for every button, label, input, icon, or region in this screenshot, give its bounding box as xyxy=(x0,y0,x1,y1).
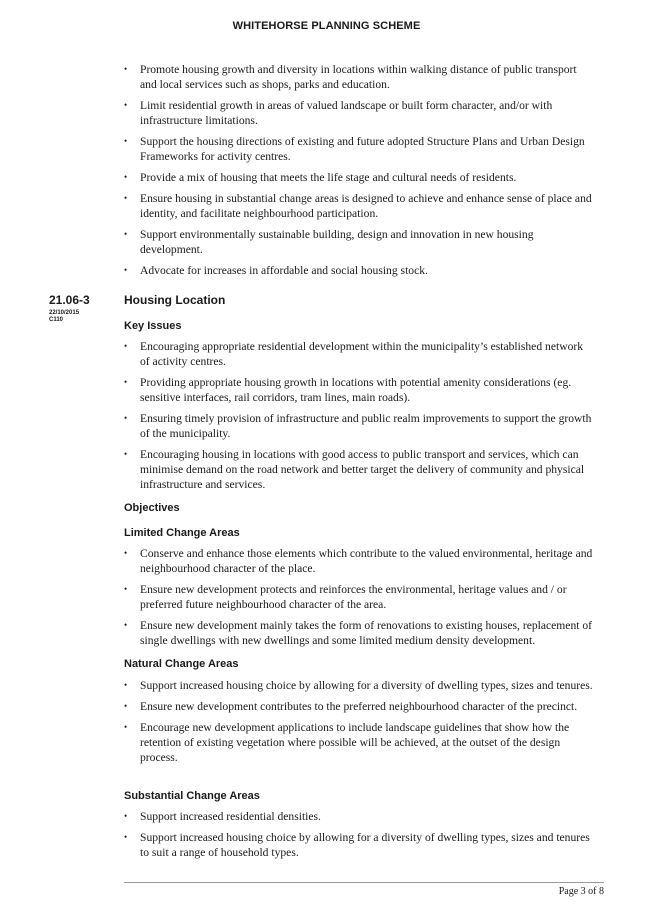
list-item: • Ensure housing in substantial change areas is designed to achieve and enhance sense of place and identity, and facilitate neighbourhood participation. xyxy=(124,191,594,221)
clause-number: 21.06-3 xyxy=(49,293,90,307)
list-item: • Encouraging housing in locations with good access to public transport and services, which can minimise demand on the road network and better target the delivery of community and physical infrastructure and services. xyxy=(124,447,594,492)
list-item: • Ensuring timely provision of infrastructure and public realm improvements to support the growth of the municipality. xyxy=(124,411,594,441)
list-item: • Support increased residential densities. xyxy=(124,809,594,824)
list-item: • Ensure new development protects and reinforces the environmental, heritage values and / or preferred future neighbourhood character of the area. xyxy=(124,582,594,612)
list-item: • Promote housing growth and diversity in locations within walking distance of public transport and local services such as shops, parks and education. xyxy=(124,62,594,92)
document-header: WHITEHORSE PLANNING SCHEME xyxy=(232,20,421,32)
key-issues-heading: Key Issues xyxy=(124,320,182,332)
list-item: • Support environmentally sustainable building, design and innovation in new housing development. xyxy=(124,227,594,257)
objectives-heading: Objectives xyxy=(124,502,180,514)
natural-change-heading: Natural Change Areas xyxy=(124,658,239,670)
substantial-change-list xyxy=(124,809,594,866)
list-item: • Encouraging appropriate residential development within the municipality’s established network of activity centres. xyxy=(124,339,594,369)
limited-change-list xyxy=(124,546,594,654)
natural-change-list xyxy=(124,678,594,771)
list-item: • Support increased housing choice by allowing for a diversity of dwelling types, sizes and tenures to suit a range of household types. xyxy=(124,830,594,860)
list-item: • Encourage new development applications to include landscape guidelines that show how the retention of existing vegetation where possible will be achieved, at the outset of the design process. xyxy=(124,720,594,765)
footer-divider xyxy=(124,882,604,883)
list-item: • Conserve and enhance those elements which contribute to the valued environmental, heritage and neighbourhood character of the place. xyxy=(124,546,594,576)
page-number: Page 3 of 8 xyxy=(558,886,604,897)
list-item: • Provide a mix of housing that meets the life stage and cultural needs of residents. xyxy=(124,170,594,185)
clause-title: Housing Location xyxy=(124,293,226,307)
list-item: • Ensure new development contributes to the preferred neighbourhood character of the precinct. xyxy=(124,699,594,714)
limited-change-heading: Limited Change Areas xyxy=(124,527,240,539)
list-item: • Providing appropriate housing growth in locations with potential amenity considerations (eg. sensitive interfaces, rail corridors, tram lines, main roads). xyxy=(124,375,594,405)
list-item: • Support increased housing choice by allowing for a diversity of dwelling types, sizes and tenures. xyxy=(124,678,594,693)
intro-bullet-list xyxy=(124,62,594,284)
substantial-change-heading: Substantial Change Areas xyxy=(124,790,260,802)
clause-date: 22/10/2015 xyxy=(49,310,80,316)
list-item: • Advocate for increases in affordable and social housing stock. xyxy=(124,263,594,278)
clause-amendment: C110 xyxy=(49,317,64,323)
key-issues-list xyxy=(124,339,594,498)
list-item: • Limit residential growth in areas of valued landscape or built form character, and/or with infrastructure limitations. xyxy=(124,98,594,128)
list-item: • Support the housing directions of existing and future adopted Structure Plans and Urban Design Frameworks for activity centres. xyxy=(124,134,594,164)
list-item: • Ensure new development mainly takes the form of renovations to existing houses, replacement of single dwellings with new dwellings and some limited medium density development. xyxy=(124,618,594,648)
